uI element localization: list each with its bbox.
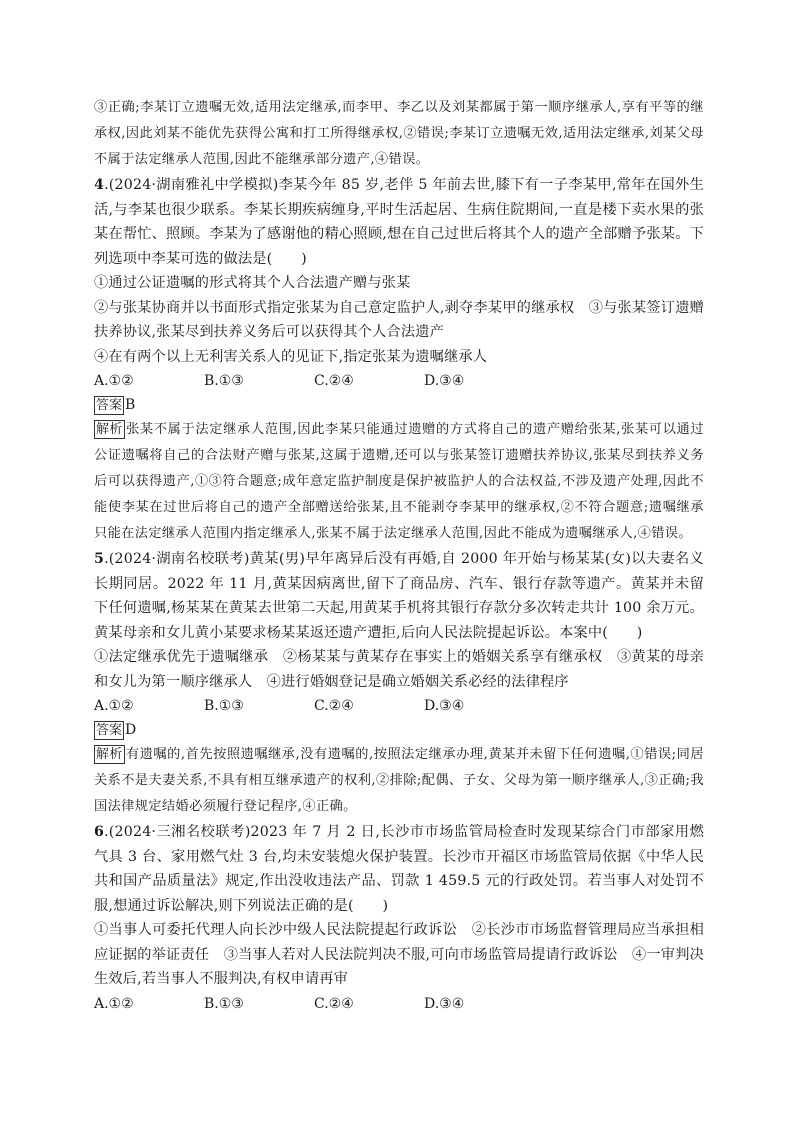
question-6	[94, 820, 704, 1016]
question-stem: 4.(2024·湖南雅礼中学模拟)李某今年 85 岁,老伴 5 年前去世,膝下有一子李某甲,常年在国外生活,与李某也很少联系。李某长期疾病缠身,平时生活起居、生病住院期间,一直是楼下卖水果的张某在帮忙、照顾。李某为了感谢他的精心照顾,想在自己过世后将其个人的遗产全部赠予张某。下列选项中李某可选的做法是( )	[94, 177, 704, 267]
analysis-block	[94, 742, 704, 820]
statement-3: ④在有两个以上无利害关系人的见证下,指定张某为遗嘱继承人	[94, 348, 488, 365]
answer-options	[94, 369, 704, 393]
question-number: 5	[94, 551, 105, 567]
document-page	[94, 95, 704, 1016]
option-b: B.①③	[204, 373, 244, 389]
analysis-block	[94, 417, 704, 547]
answer-tag: 答案	[96, 723, 123, 738]
answer-value: D	[125, 722, 137, 738]
question-number: 4	[94, 177, 105, 193]
option-d: D.③④	[424, 373, 465, 389]
statement-2: ②与张某协商并以书面形式指定张某为自己意定监护人,剥夺李某甲的继承权 ③与张某签订遗赠扶养协议,张某尽到扶养义务后可以获得其个人合法遗产	[94, 299, 704, 340]
question-number: 6	[94, 824, 105, 840]
answer-options	[94, 992, 704, 1016]
answer-row	[94, 718, 704, 742]
analysis-text: 张某不属于法定继承人范围,因此李某只能通过遗赠的方式将自己的遗产赠给张某,张某可以通过公证遗嘱将自己的合法财产赠与张某,这属于遗赠,还可以与张某签订遗赠扶养协议,张某尽到扶养义务后可以获得遗产,①③符合题意;成年意定监护制度是保护被监护人的合法权益,不涉及遗产处理,因此不能使李某在过世后将自己的遗产全部赠送给张某,且不能剥夺李某甲的继承权,②不符合题意;遗嘱继承只能在法定继承人范围内指定继承人,张某不属于法定继承人范围,因此不能成为遗嘱继承人,④错误。	[94, 422, 704, 541]
analysis-tag: 解析	[96, 747, 123, 762]
question-stem: 6.(2024·三湘名校联考)2023 年 7 月 2 日,长沙市市场监管局检查时发现某综合门市部家用燃气具 3 台、家用燃气灶 3 台,均未安装熄火保护装置。长沙市开福区市场监管局依据《中华人民共和国产品质量法》规定,作出没收违法产品、罚款 1 459.5 元的行政处罚。若当事人对处罚不服,想通过诉讼解决,则下列说法正确的是( )	[94, 824, 704, 914]
option-a: A.①②	[94, 373, 134, 389]
answer-tag: 答案	[96, 398, 123, 413]
option-b: B.①③	[204, 698, 244, 714]
statement-1: ①通过公证遗嘱的形式将其个人合法遗产赠与张某	[94, 275, 411, 291]
option-d: D.③④	[424, 698, 465, 714]
statement-1: ①当事人可委托代理人向长沙中级人民法院提起行政诉讼 ②长沙市市场监督管理局应当承担相应证据的举证责任 ③当事人若对人民法院判决不服,可向市场监管局提请行政诉讼 ④一审判决生效后,若当事人不服判决,有权申请再审	[94, 922, 704, 987]
analysis-tag: 解析	[96, 422, 123, 437]
question-4	[94, 173, 704, 547]
option-b: B.①③	[204, 995, 244, 1012]
answer-value: B	[125, 397, 136, 413]
statement-1: ①法定继承优先于遗嘱继承 ②杨某某与黄某存在事实上的婚姻关系享有继承权 ③黄某的母亲和女儿为第一顺序继承人 ④进行婚姻登记是确立婚姻关系必经的法律程序	[94, 649, 704, 690]
answer-options	[94, 694, 704, 718]
option-a: A.①②	[94, 995, 134, 1012]
option-a: A.①②	[94, 698, 134, 714]
question-5	[94, 547, 704, 820]
question-stem: 5.(2024·湖南名校联考)黄某(男)早年离异后没有再婚,自 2000 年开始与杨某某(女)以夫妻名义长期同居。2022 年 11 月,黄某因病离世,留下了商品房、汽车、银行存款等遗产。黄某并未留下任何遗嘱,杨某某在黄某去世第二天起,用黄某手机将其银行存款分多次转走共计 100 余万元。黄某母亲和女儿黄小某要求杨某某返还遗产遭拒,后向人民法院提起诉讼。本案中( )	[94, 551, 704, 641]
analysis-text: 有遗嘱的,首先按照遗嘱继承,没有遗嘱的,按照法定继承办理,黄某并未留下任何遗嘱,①错误;同居关系不是夫妻关系,不具有相互继承遗产的权利,②排除;配偶、子女、父母为第一顺序继承人,③正确;我国法律规定结婚必须履行登记程序,④正确。	[94, 747, 704, 814]
previous-explanation: ③正确;李某订立遗嘱无效,适用法定继承,而李甲、李乙以及刘某都属于第一顺序继承人,享有平等的继承权,因此刘某不能优先获得公寓和打工所得继承权,②错误;李某订立遗嘱无效,适用法定继承,刘某父母不属于法定继承人范围,因此不能继承部分遗产,④错误。	[94, 100, 704, 167]
option-c: C.②④	[314, 995, 354, 1012]
option-c: C.②④	[314, 698, 354, 714]
option-c: C.②④	[314, 373, 354, 389]
answer-row	[94, 393, 704, 417]
option-d: D.③④	[424, 995, 465, 1012]
